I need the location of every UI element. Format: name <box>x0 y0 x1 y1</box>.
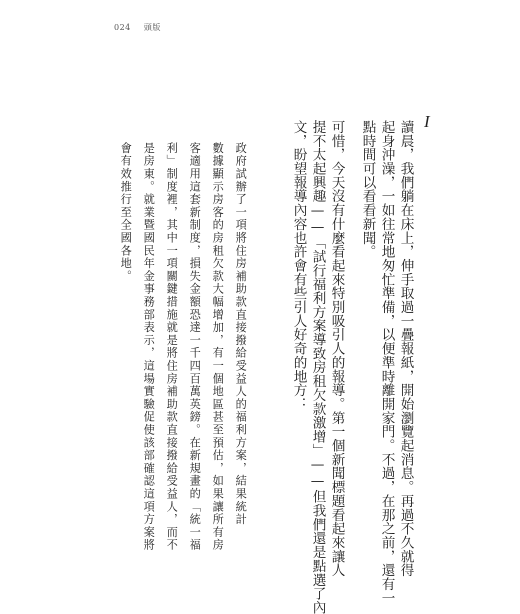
body-text-column: 可惜，今天沒有什麼看起來特別吸引人的報導。第一個新聞標題看起來讓人 <box>328 120 345 578</box>
body-text-column: 點時間可以看看新聞。 <box>359 120 376 259</box>
body-text-column: 起身沖澡，一如往常地匆忙準備，以便準時離開家門。不過，在那之前，還有一 <box>378 120 395 605</box>
page-number: 024 <box>114 23 131 32</box>
quote-text-column: 客適用這套新制度，損失金額恐達一千四百萬英鎊。在新規畫的「統一福 <box>188 142 202 552</box>
quote-text-column: 政府試辦了一項將住房補助款直接撥給受益人的福利方案，結果統計 <box>234 142 248 526</box>
page-header <box>114 22 161 33</box>
body-text-column: 提不太起興趣——「試行福利方案導致房租欠款激增」——但我們還是點選了內 <box>309 120 326 614</box>
quote-text-column: 利」制度裡，其中一項關鍵措施就是將住房補助款直接撥給受益人，而不 <box>165 142 179 552</box>
body-text-column: 讀晨，我們躺在床上，伸手取過一疊報紙，開始瀏覽起消息。再過不久就得 <box>397 120 414 578</box>
quote-text-column: 數據顯示房客的房租欠款大幅增加，有一個地區甚至預估，如果讓所有房 <box>211 142 225 552</box>
quote-text-column: 是房東。就業暨國民年金事務部表示，這場實驗促使該部確認這項方案將 <box>142 142 156 552</box>
section-marker: I <box>424 112 430 131</box>
running-title: 頭版 <box>143 23 161 32</box>
body-text-column: 文，盼望報導內容也許會有些引人好奇的地方： <box>290 120 307 411</box>
quote-text-column: 會有效推行至全國各地。 <box>119 142 133 283</box>
